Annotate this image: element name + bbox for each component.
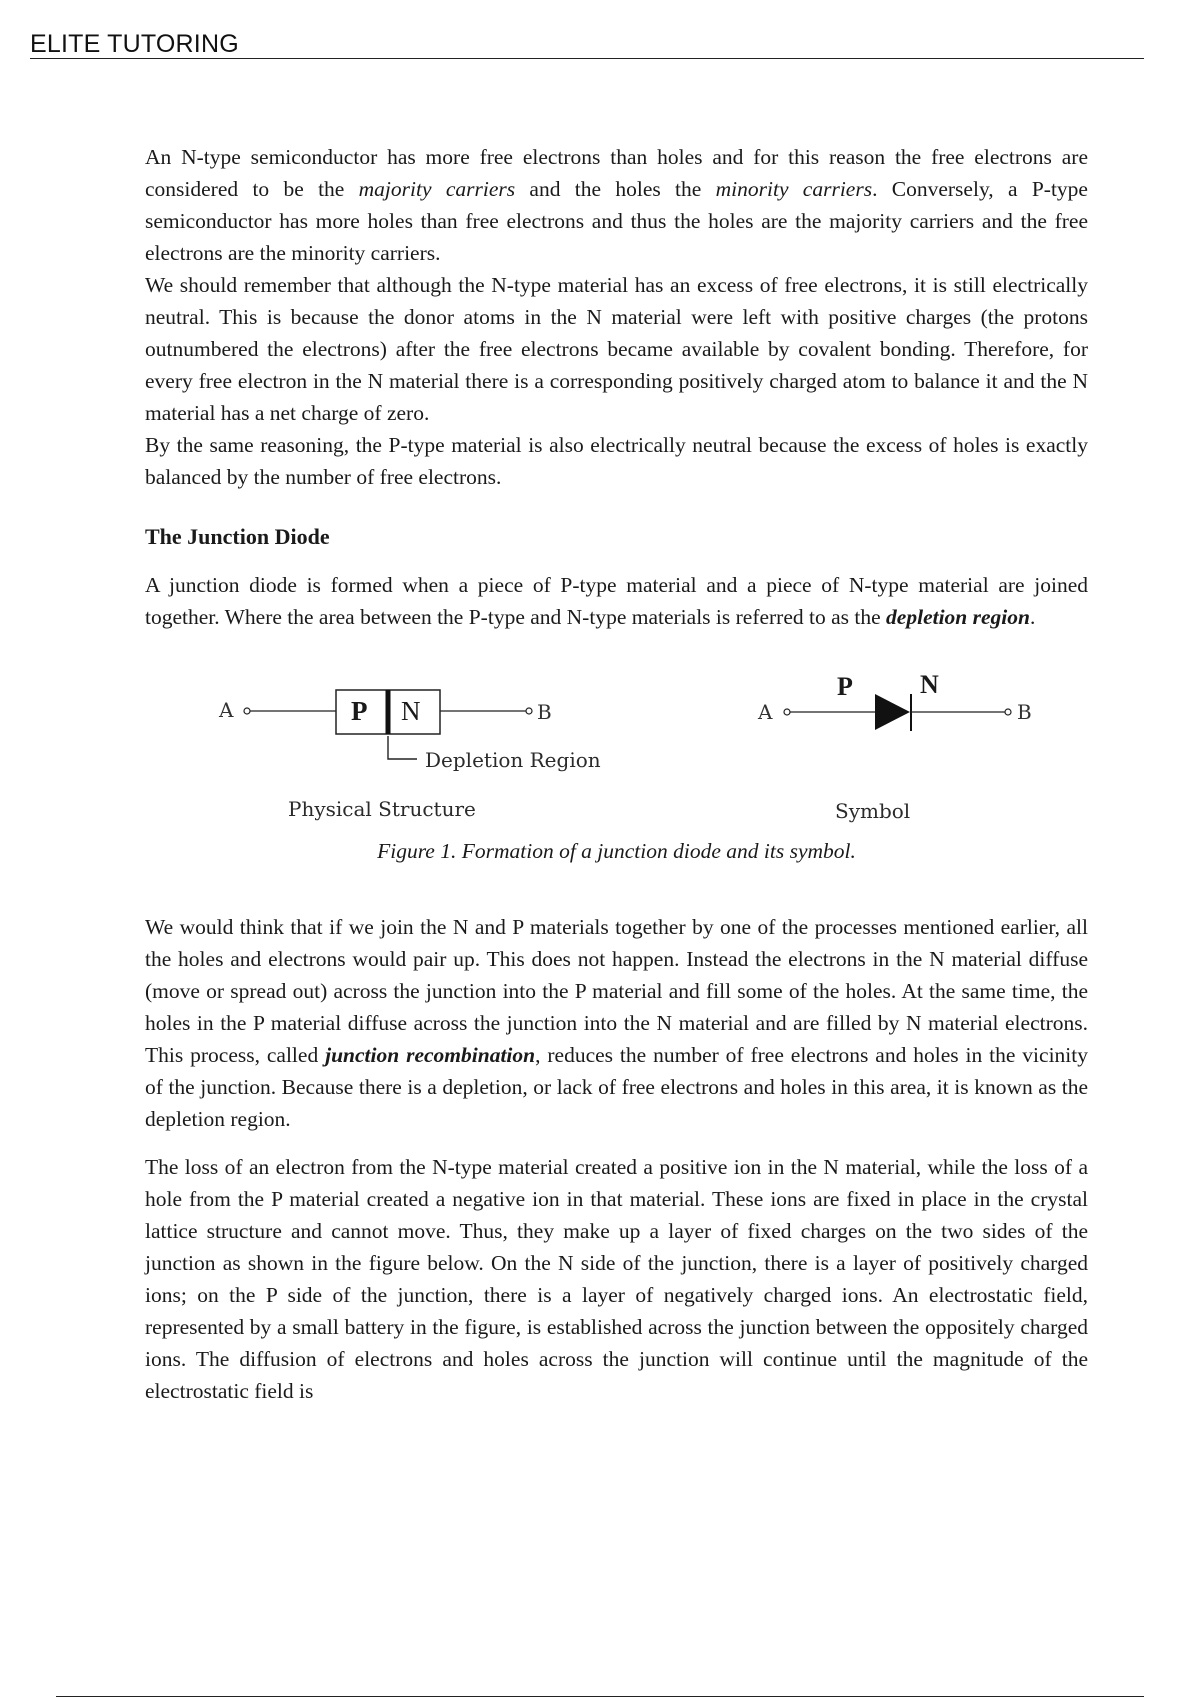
paragraph-electrostatic-field: The loss of an electron from the N-type material created a positive ion in the N material, while the loss of a hole from the P material created a negative ion in that material. These ions are fixed in place in the crystal lattice structure and cannot move. Thus, they make up a layer of fixed charges on the two sides of the junction as shown in the figure below. On the N side of the junction, there is a layer of positively charged ions; on the P side of the junction, there is a layer of negatively charged ions. An electrostatic field, represented by a small battery in the figure, is established across the junction between the oppositely charged ions. The diffusion of electrons and holes across the junction will continue until the magnitude of the electrostatic field is: [145, 1155, 1088, 1403]
diode-diagram: [145, 649, 1088, 859]
diode-symbol: [784, 694, 1011, 731]
label-terminal-b: B: [1017, 700, 1032, 724]
text-run: .: [1029, 605, 1036, 629]
diode-triangle: [875, 694, 910, 730]
page-content: [145, 141, 1088, 1407]
text-run: An N-type semiconductor has more free electrons than holes and for this reason the free electrons are considered to be the: [145, 145, 1088, 201]
terminal-b-dot: [526, 708, 532, 714]
paragraph-junction-recombination: [145, 911, 1088, 1135]
text-run: We would think that if we join the N and P materials together by one of the processes mentioned earlier, all the holes and electrons would pair up. This does not happen. Instead the electrons in the N material diffuse (move or spread out) across the junction into the P material and fill some of the holes. At the same time, the holes in the P material diffuse across the junction into the N material and are filled by N material electrons. This process, called: [145, 915, 1088, 1067]
term-junction-recombination: junction recombination: [325, 1043, 536, 1067]
label-p-region: P: [351, 696, 368, 726]
paragraph-n-type-neutral: We should remember that although the N-type material has an excess of free electrons, it is still electrically neutral. This is because the donor atoms in the N material were left with positive charges (the protons outnumbered the electrons) after the free electrons became available by covalent bonding. Therefore, for every free electron in the N material there is a corresponding positively charged atom to balance it and the N material has a net charge of zero.: [145, 273, 1088, 425]
figure-caption: Figure 1. Formation of a junction diode and its symbol.: [377, 839, 856, 863]
paragraph-junction-diode: [145, 569, 1088, 633]
paragraph-majority-carriers: [145, 141, 1088, 269]
label-depletion-region: Depletion Region: [425, 748, 601, 772]
label-terminal-a: A: [758, 700, 773, 724]
terminal-a-dot: [244, 708, 250, 714]
label-n-side: N: [920, 670, 939, 699]
caption-physical-structure: Physical Structure: [288, 797, 476, 821]
paragraph-p-type-neutral: By the same reasoning, the P-type material is also electrically neutral because the excess of holes is exactly balanced by the number of free electrons.: [145, 433, 1088, 489]
term-majority-carriers: majority carriers: [358, 177, 516, 201]
figure-junction-diode: [145, 649, 1088, 911]
terminal-b-dot: [1005, 709, 1011, 715]
caption-symbol: Symbol: [835, 799, 911, 823]
text-run: . Conversely, a P-type semiconductor has more holes than free electrons and thus the holes are the majority carriers and the free electrons are the minority carriers.: [145, 177, 1088, 265]
section-heading: The Junction Diode: [145, 524, 330, 549]
text-run: , reduces the number of free electrons and holes in the vicinity of the junction. Because there is a depletion, or lack of free electrons and holes in this area, it is known as the depletion region.: [145, 1043, 1088, 1131]
text-run: and the holes the: [515, 177, 716, 201]
label-terminal-b: B: [537, 700, 552, 724]
header-title: ELITE TUTORING: [30, 30, 239, 58]
label-terminal-a: A: [219, 698, 234, 722]
label-p-side: P: [837, 672, 853, 701]
terminal-a-dot: [784, 709, 790, 715]
footer-rule: [56, 1696, 1144, 1697]
term-minority-carriers: minority carriers: [715, 177, 873, 201]
text-run: A junction diode is formed when a piece of P-type material and a piece of N-type material are joined together. Where the area between the P-type and N-type materials is referred to as the: [145, 573, 1088, 629]
depletion-pointer: [388, 736, 417, 759]
label-n-region: N: [401, 696, 421, 726]
term-depletion-region: depletion region: [886, 605, 1030, 629]
page-header: [30, 28, 1144, 59]
